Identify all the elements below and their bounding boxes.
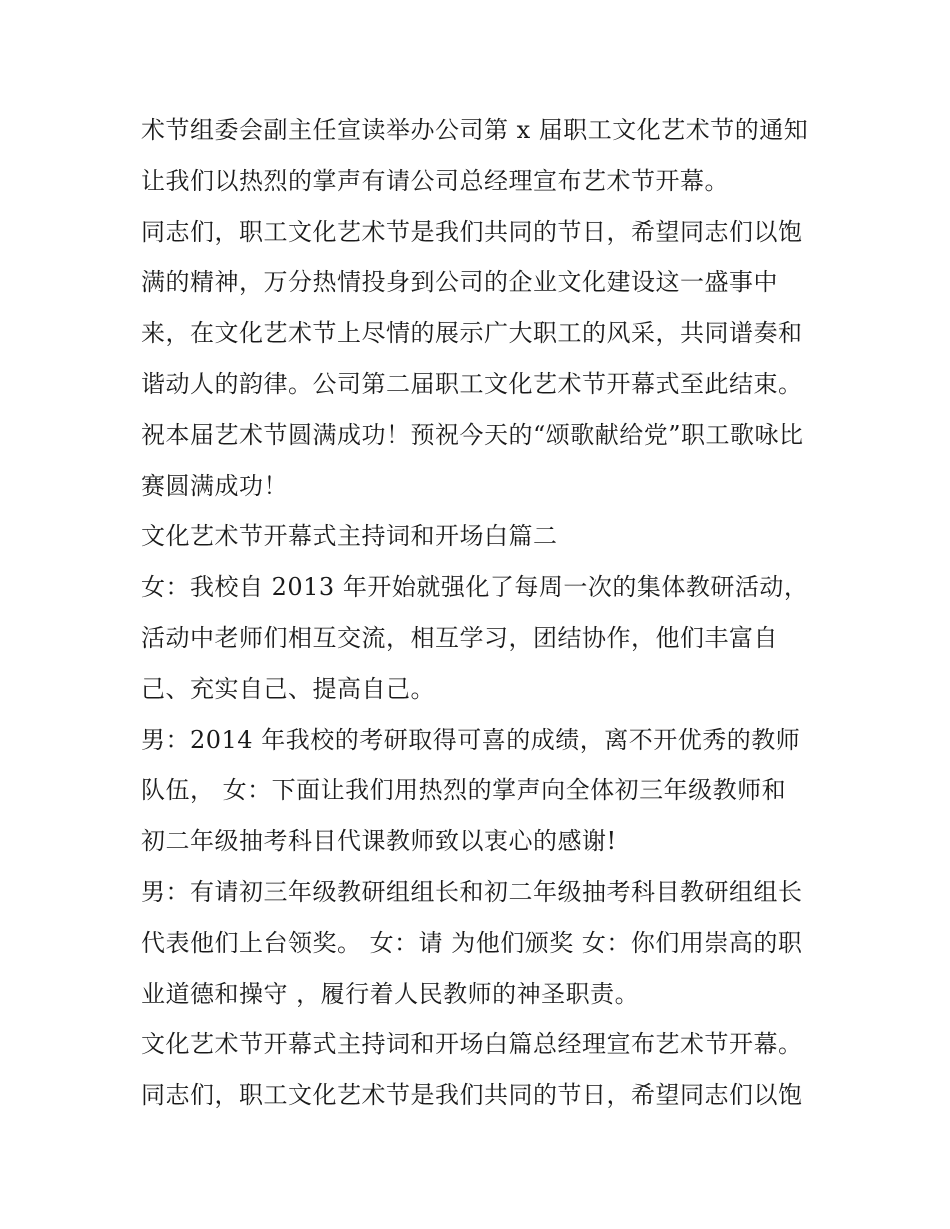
text-line: 谐动人的韵律。公司第二届职工文化艺术节开幕式至此结束。: [141, 369, 803, 398]
text-line: 赛圆满成功！: [141, 471, 288, 500]
document-body: [141, 105, 821, 1121]
text-line: 男：有请初三年级教研组组长和初二年级抽考科目教研组组长: [141, 877, 803, 906]
text-line: 术节组委会副主任宣读举办公司第 x 届职工文化艺术节的通知: [141, 116, 809, 144]
text-line: 业道德和操守 ，履行着人民教师的神圣职责。: [141, 979, 640, 1008]
section-heading: 文化艺术节开幕式主持词和开场白篇二: [141, 522, 558, 551]
text-line: 己、充实自己、提高自己。: [141, 674, 435, 703]
text-line: 同志们，职工文化艺术节是我们共同的节日，希望同志们以饱: [141, 217, 803, 246]
text-line: 让我们以热烈的掌声有请公司总经理宣布艺术节开幕。: [141, 166, 729, 195]
text-line: 祝本届艺术节圆满成功！预祝今天的“颂歌献给党”职工歌咏比: [141, 420, 804, 449]
text-line: 女：我校自 2013 年开始就强化了每周一次的集体教研活动，: [141, 573, 809, 602]
text-line: 满的精神，万分热情投身到公司的企业文化建设这一盛事中: [141, 268, 778, 297]
text-line: 队伍， 女：下面让我们用热烈的掌声向全体初三年级教师和: [141, 776, 787, 805]
text-line: 活动中老师们相互交流，相互学习，团结协作，他们丰富自: [141, 623, 778, 652]
text-line: 初二年级抽考科目代课教师致以衷心的感谢!: [141, 827, 617, 856]
text-line: 同志们，职工文化艺术节是我们共同的节日，希望同志们以饱: [141, 1081, 803, 1110]
text-line: 来，在文化艺术节上尽情的展示广大职工的风采，共同谱奏和: [141, 319, 803, 348]
text-line: 代表他们上台领奖。 女：请 为他们颁奖 女：你们用崇高的职: [141, 928, 803, 957]
section-heading: 文化艺术节开幕式主持词和开场白篇总经理宣布艺术节开幕。: [141, 1030, 803, 1059]
text-line: 男：2014 年我校的考研取得可喜的成绩，离不开优秀的教师: [141, 725, 801, 754]
